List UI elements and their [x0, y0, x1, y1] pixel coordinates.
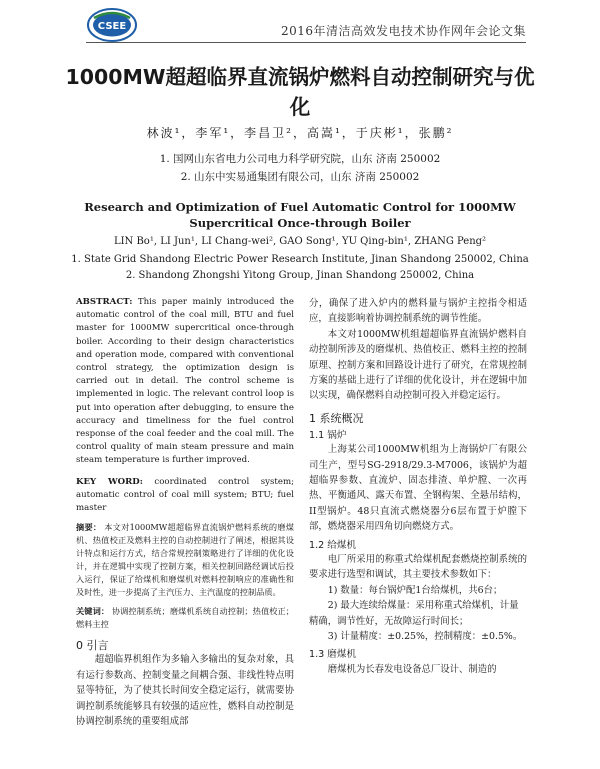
mill-paragraph: 磨煤机为长春发电设备总厂设计、制造的: [327, 663, 497, 675]
affiliation-en-2: 2. Shandong Zhongshi Yitong Group, Jinan Shandong 250002, China: [125, 270, 475, 281]
feeder-list-item: 1) 数量：每台锅炉配1台给煤机，共6台；: [327, 584, 503, 596]
abstract-cn: [76, 521, 294, 599]
subsection-heading-mill: 1.3 磨煤机: [309, 649, 357, 661]
section-heading-system: 1 系统概况: [309, 411, 364, 425]
keywords-en: [76, 476, 294, 516]
paper-title-en: Research and Optimization of Fuel Automatic Control for 1000MW Supercritical Once-through Boiler: [84, 200, 516, 230]
intro-paragraph-continued: 分，确保了进入炉内的燃料量与锅炉主控指令相适应，直接影响着协调控制系统的调节性能。: [309, 298, 527, 325]
abstract-text-cn: 本文对1000MW超超临界直流锅炉燃料系统的磨煤机、热值校正及燃料主控的自动控制进行了阐述，根据其设计特点和运行方式，结合常规控制策略进行了详细的优化设计，并在逻辑中实现了控制方案，相关控制回路经调试后投入运行，保证了给煤机和磨煤机对燃料控制响应的准确性和及时性，进一步提高了主汽压力、主汽温度的控制品质。: [76, 522, 294, 598]
affiliations-en: [0, 252, 600, 284]
page-header: [0, 0, 600, 48]
abstract-en: [76, 296, 294, 468]
subsection-heading-boiler: 1.1 锅炉: [309, 430, 347, 442]
csee-logo-icon: [86, 6, 138, 44]
paper-title-cn: 1000MW超超临界直流锅炉燃料自动控制研究与优化: [65, 65, 535, 119]
affiliation-en-1: 1. State Grid Shandong Electric Power Research Institute, Jinan Shandong 250002, China: [71, 254, 529, 265]
feeder-paragraph: 电厂所采用的称重式给煤机配套燃烧控制系统的要求进行选型和调试，其主要技术参数如下：: [309, 553, 527, 581]
feeder-list-item: 3) 计量精度：±0.25%，控制精度：±0.5%。: [327, 630, 523, 642]
affiliations-cn: [0, 150, 600, 186]
authors-cn: 林波¹，李军¹，李昌卫²，高嵩¹，于庆彬¹，张鹏²: [146, 126, 454, 140]
keywords-label-en: KEY WORD:: [76, 476, 143, 487]
abstract-text-en: This paper mainly introduced the automatic control of the coal mill, BTU and fuel master for 1000MW supercritical once-through boiler. According to their design characteristics and operation mode, compared with conventional control strategy, the optimization design is carried out in detail. The control scheme is implemented in logic. The relevant control loop is put into operation after debugging, to ensure the accuracy and timeliness for the fuel control response of the coal feeder and the coal mill. The control quality of main steam pressure and main steam temperature is further improved.: [76, 297, 294, 466]
intro-paragraph-2: 本文对1000MW机组超超临界直流锅炉燃料自动控制所涉及的磨煤机、热值校正、燃料主控的控制原理、控制方案和回路设计进行了研究，在常规控制方案的基础上进行了详细的优化设计，并在逻辑中加以实现，确保燃料自动控制可投入并稳定运行。: [309, 328, 527, 402]
logo-text: CSEE: [97, 21, 127, 32]
intro-paragraph-1: 超超临界机组作为多输入多输出的复杂对象，具有运行参数高、控制变量之间耦合强、非线性特点明显等特征，为了使其长时间安全稳定运行，就需要协调控制系统能够具有较强的适应性，燃料自动控制是协调控制系统的重要组成部: [76, 654, 294, 728]
authors-en: LIN Bo¹, LI Jun¹, LI Chang-wei², GAO Song¹, YU Qing-bin¹, ZHANG Peng²: [113, 236, 487, 247]
subsection-heading-feeder: 1.2 给煤机: [309, 539, 357, 551]
abstract-label-cn: 摘要：: [76, 522, 102, 533]
boiler-paragraph: 上海某公司1000MW机组为上海锅炉厂有限公司生产，型号SG-2918/29.3-M7006，该锅炉为超超临界参数、直流炉、固态排渣、单炉膛、一次再热、平衡通风、露天布置、全钢构架、全悬吊结构，II型锅炉。48只直流式燃烧器分6层布置于炉膛下部，燃烧器采用四角切向燃烧方式。: [309, 444, 527, 533]
keywords-cn: [76, 605, 294, 631]
keywords-text-en: coordinated control system; automatic control of coal mill system; BTU; fuel master: [76, 476, 294, 514]
section-heading-intro: 0 引言: [76, 639, 109, 653]
keywords-text-cn: 协调控制系统；磨煤机系统自动控制；热值校正；燃料主控: [76, 606, 294, 630]
affiliation-cn-1: 1. 国网山东省电力公司电力科学研究院，山东 济南 250002: [159, 153, 441, 165]
header-rule: [86, 42, 526, 43]
feeder-list-item: 2) 最大连续给煤量：采用称重式给煤机，计量精确，调节性好，无故障运行时间长；: [309, 600, 519, 627]
right-column: [309, 296, 527, 677]
affiliation-cn-2: 2. 山东中实易通集团有限公司，山东 济南 250002: [180, 171, 420, 183]
keywords-label-cn: 关键词：: [76, 606, 110, 617]
abstract-label-en: ABSTRACT:: [76, 297, 133, 307]
left-column: [76, 296, 294, 729]
proceedings-title: 2016年清洁高效发电技术协作网年会论文集: [280, 24, 526, 38]
